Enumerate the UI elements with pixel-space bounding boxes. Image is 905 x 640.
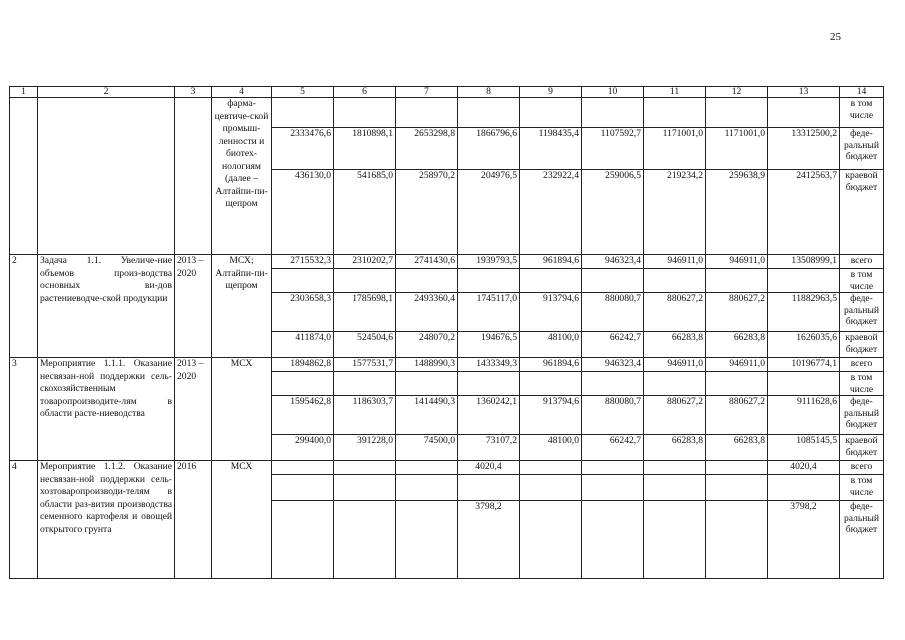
value-cell (272, 269, 334, 293)
value-cell: 194676,5 (458, 332, 520, 358)
value-cell (334, 98, 396, 128)
period (175, 98, 212, 255)
value-cell (396, 98, 458, 128)
funding-source: феде-ральный бюджет (840, 501, 884, 579)
column-header: 2 (38, 87, 175, 98)
column-header: 1 (10, 87, 38, 98)
value-cell: 4020,4 (458, 461, 520, 475)
column-header: 13 (768, 87, 840, 98)
funding-source: феде-ральный бюджет (840, 293, 884, 332)
value-cell (520, 461, 582, 475)
funding-source: краевой бюджет (840, 332, 884, 358)
value-cell: 10196774,1 (768, 358, 840, 372)
value-cell: 299400,0 (272, 435, 334, 461)
value-cell (334, 269, 396, 293)
value-cell (582, 269, 644, 293)
executor: МСХ; Алтайпи-пи-щепром (212, 255, 272, 358)
value-cell: 3798,2 (458, 501, 520, 579)
value-cell: 204976,5 (458, 170, 520, 255)
value-cell: 913794,6 (520, 396, 582, 435)
value-cell: 2715532,3 (272, 255, 334, 269)
row-number (10, 98, 38, 255)
value-cell: 946323,4 (582, 255, 644, 269)
value-cell (768, 269, 840, 293)
value-cell: 66283,8 (644, 435, 706, 461)
value-cell: 13508999,1 (768, 255, 840, 269)
value-cell: 66283,8 (706, 332, 768, 358)
value-cell (334, 501, 396, 579)
value-cell: 48100,0 (520, 435, 582, 461)
value-cell: 541685,0 (334, 170, 396, 255)
value-cell (272, 372, 334, 396)
funding-source: всего (840, 461, 884, 475)
value-cell (768, 98, 840, 128)
value-cell: 3798,2 (768, 501, 840, 579)
column-header: 11 (644, 87, 706, 98)
value-cell: 961894,6 (520, 255, 582, 269)
value-cell: 880080,7 (582, 396, 644, 435)
column-header: 8 (458, 87, 520, 98)
value-cell: 880627,2 (644, 396, 706, 435)
value-cell: 880080,7 (582, 293, 644, 332)
value-cell (396, 269, 458, 293)
value-cell: 946911,0 (644, 358, 706, 372)
value-cell: 2333476,6 (272, 128, 334, 170)
value-cell (458, 475, 520, 501)
value-cell (706, 372, 768, 396)
value-cell: 66242,7 (582, 332, 644, 358)
value-cell: 73107,2 (458, 435, 520, 461)
value-cell: 2493360,4 (396, 293, 458, 332)
value-cell (396, 372, 458, 396)
column-header: 4 (212, 87, 272, 98)
value-cell (644, 501, 706, 579)
value-cell (272, 501, 334, 579)
value-cell: 1107592,7 (582, 128, 644, 170)
value-cell (582, 98, 644, 128)
funding-source: феде-ральный бюджет (840, 396, 884, 435)
row-number: 2 (10, 255, 38, 358)
column-header: 5 (272, 87, 334, 98)
value-cell: 2653298,8 (396, 128, 458, 170)
value-cell: 1488990,3 (396, 358, 458, 372)
value-cell (644, 372, 706, 396)
header-row (10, 87, 884, 98)
value-cell: 1186303,7 (334, 396, 396, 435)
column-header: 9 (520, 87, 582, 98)
value-cell: 411874,0 (272, 332, 334, 358)
value-cell: 1171001,0 (706, 128, 768, 170)
value-cell (706, 475, 768, 501)
funding-source: в том числе (840, 475, 884, 501)
value-cell: 1626035,6 (768, 332, 840, 358)
row-number: 4 (10, 461, 38, 579)
task-description: Задача 1.1. Увеличе-ние объемов произ-водства основных ви-дов растениеводче-ской продукции (38, 255, 175, 358)
value-cell: 946911,0 (706, 358, 768, 372)
value-cell: 913794,6 (520, 293, 582, 332)
value-cell: 2310202,7 (334, 255, 396, 269)
table-row (10, 255, 884, 269)
value-cell (458, 372, 520, 396)
value-cell: 1785698,1 (334, 293, 396, 332)
value-cell (396, 475, 458, 501)
value-cell: 1360242,1 (458, 396, 520, 435)
funding-source: в том числе (840, 98, 884, 128)
column-header: 12 (706, 87, 768, 98)
value-cell: 4020,4 (768, 461, 840, 475)
value-cell (272, 98, 334, 128)
value-cell: 946911,0 (706, 255, 768, 269)
value-cell (768, 372, 840, 396)
column-header: 7 (396, 87, 458, 98)
value-cell: 1577531,7 (334, 358, 396, 372)
value-cell: 946323,4 (582, 358, 644, 372)
value-cell (520, 269, 582, 293)
value-cell: 524504,6 (334, 332, 396, 358)
value-cell: 1939793,5 (458, 255, 520, 269)
value-cell: 946911,0 (644, 255, 706, 269)
value-cell: 2741430,6 (396, 255, 458, 269)
value-cell: 258970,2 (396, 170, 458, 255)
value-cell: 1085145,5 (768, 435, 840, 461)
column-header: 3 (175, 87, 212, 98)
value-cell: 219234,2 (644, 170, 706, 255)
value-cell (272, 461, 334, 475)
task-description (38, 98, 175, 255)
table-body (10, 98, 884, 579)
value-cell: 1810898,1 (334, 128, 396, 170)
funding-source: краевой бюджет (840, 435, 884, 461)
value-cell (520, 98, 582, 128)
value-cell (520, 501, 582, 579)
column-header: 14 (840, 87, 884, 98)
page-number: 25 (830, 31, 841, 43)
period: 2013 – 2020 (175, 255, 212, 358)
value-cell (768, 475, 840, 501)
table-row (10, 461, 884, 475)
value-cell: 66283,8 (706, 435, 768, 461)
value-cell: 436130,0 (272, 170, 334, 255)
value-cell: 1198435,4 (520, 128, 582, 170)
value-cell (582, 372, 644, 396)
value-cell: 11882963,5 (768, 293, 840, 332)
value-cell: 880627,2 (706, 293, 768, 332)
period: 2013 – 2020 (175, 358, 212, 461)
value-cell (706, 501, 768, 579)
value-cell (272, 475, 334, 501)
value-cell: 13312500,2 (768, 128, 840, 170)
table-row (10, 358, 884, 372)
value-cell: 232922,4 (520, 170, 582, 255)
value-cell (644, 269, 706, 293)
funding-source: всего (840, 358, 884, 372)
task-description: Мероприятие 1.1.2. Оказание несвязан-ной поддержки сель-хозтоваропроизводи-телям в области раз-вития производства семенного картофеля и овощей открытого грунта (38, 461, 175, 579)
funding-source: в том числе (840, 269, 884, 293)
value-cell: 9111628,6 (768, 396, 840, 435)
value-cell: 961894,6 (520, 358, 582, 372)
task-description: Мероприятие 1.1.1. Оказание несвязан-ной поддержки сель-скохозяйственным товаропроизводите-лям в области расте-ниеводства (38, 358, 175, 461)
value-cell (334, 461, 396, 475)
column-header: 6 (334, 87, 396, 98)
value-cell (582, 475, 644, 501)
table-row (10, 98, 884, 128)
funding-source: феде-ральный бюджет (840, 128, 884, 170)
executor: МСХ (212, 461, 272, 579)
value-cell: 880627,2 (644, 293, 706, 332)
value-cell (706, 461, 768, 475)
value-cell: 1866796,6 (458, 128, 520, 170)
value-cell (334, 475, 396, 501)
value-cell: 259638,9 (706, 170, 768, 255)
executor: фарма-цевтиче-ской промыш-ленности и биотех-нологиям (далее – Алтайпи-пи-щепром (212, 98, 272, 255)
value-cell (458, 269, 520, 293)
value-cell (582, 461, 644, 475)
funding-source: краевой бюджет (840, 170, 884, 255)
value-cell: 1894862,8 (272, 358, 334, 372)
value-cell: 1433349,3 (458, 358, 520, 372)
budget-table (9, 86, 884, 579)
value-cell: 1595462,8 (272, 396, 334, 435)
value-cell (396, 501, 458, 579)
value-cell (644, 475, 706, 501)
value-cell: 66283,8 (644, 332, 706, 358)
value-cell: 2412563,7 (768, 170, 840, 255)
value-cell: 391228,0 (334, 435, 396, 461)
value-cell: 259006,5 (582, 170, 644, 255)
value-cell (334, 372, 396, 396)
value-cell: 248070,2 (396, 332, 458, 358)
value-cell: 1171001,0 (644, 128, 706, 170)
value-cell (644, 461, 706, 475)
value-cell: 48100,0 (520, 332, 582, 358)
value-cell (706, 269, 768, 293)
value-cell: 66242,7 (582, 435, 644, 461)
row-number: 3 (10, 358, 38, 461)
value-cell: 74500,0 (396, 435, 458, 461)
executor: МСХ (212, 358, 272, 461)
value-cell (706, 98, 768, 128)
value-cell (520, 475, 582, 501)
value-cell: 880627,2 (706, 396, 768, 435)
value-cell: 2303658,3 (272, 293, 334, 332)
value-cell (458, 98, 520, 128)
value-cell: 1745117,0 (458, 293, 520, 332)
column-header: 10 (582, 87, 644, 98)
value-cell (644, 98, 706, 128)
value-cell (582, 501, 644, 579)
value-cell: 1414490,3 (396, 396, 458, 435)
value-cell (396, 461, 458, 475)
value-cell (520, 372, 582, 396)
period: 2016 (175, 461, 212, 579)
funding-source: всего (840, 255, 884, 269)
funding-source: в том числе (840, 372, 884, 396)
